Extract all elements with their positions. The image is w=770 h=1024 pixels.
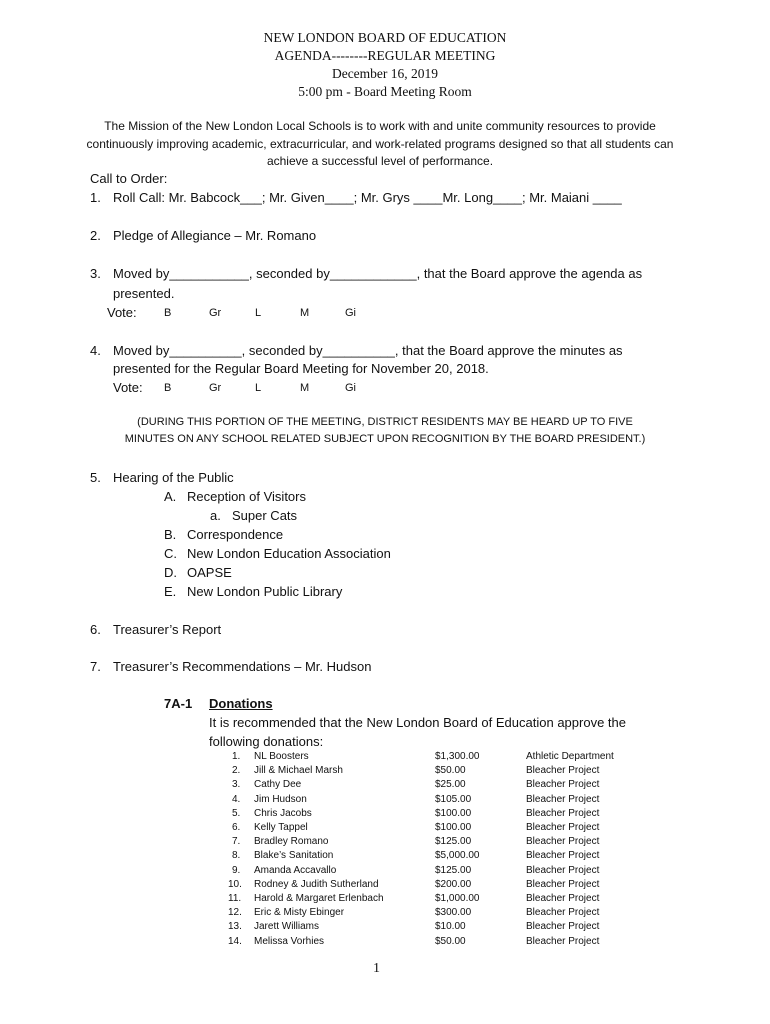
notice-line1: (DURING THIS PORTION OF THE MEETING, DISTRICT RESIDENTS MAY BE HEARD UP TO FIVE: [137, 416, 633, 428]
donations-intro-line1: It is recommended that the New London Board of Education approve the: [209, 715, 626, 730]
treasurers-report: Treasurer’s Report: [113, 622, 222, 637]
vote-gi: Gi: [345, 382, 356, 394]
hearing-c-label: C.: [164, 546, 177, 561]
agenda-motion-line1: Moved by___________, seconded by____________, that the Board approve the agenda as: [113, 266, 643, 281]
meeting-time-location: 5:00 pm - Board Meeting Room: [298, 84, 472, 99]
reception-of-visitors: Reception of Visitors: [187, 489, 306, 504]
item-4-number: 4.: [90, 343, 101, 358]
item-6-number: 6.: [90, 622, 101, 637]
agenda-motion-line2: presented.: [113, 286, 175, 301]
agenda-page: NEW LONDON BOARD OF EDUCATION AGENDA--------REGULAR MEETING December 16, 2019 5:00 pm - Board Meeting Room The Mission of the New London Local Schools is to work with and unite community resources to provide continuously improving academic, extracurricular, and work-related programs designed so that all students can achieve a successful level of performance. Call to Order: 1. Roll Call: Mr. Babcock___; Mr. Given____; Mr. Grys ____Mr. Long____; Mr. Maiani ____ 2. Pledge of Allegiance – Mr. Romano 3. Moved by___________, seconded by____________, that the Board approve the agenda as presented. Vote: B Gr L M Gi 4. Moved by__________, seconded by__________, that the Board approve the minutes as presented for the Regular Board Meeting for November 20, 2018. Vote: B Gr L M Gi (DURING THIS PORTION OF THE MEETING, DISTRICT RESIDENTS MAY BE HEARD UP TO FIVE MINUTES ON ANY SCHOOL RELATED SUBJECT UPON RECOGNITION BY THE BOARD PRESIDENT.) 5. Hearing of the Public A. Reception of Visitors a. Super Cats B. Correspondence C. New London Education Association D. OAPSE E. New London Public Library 6. Treasurer’s Report 7. Treasurer’s Recommendations – Mr. Hudson 7A-1 Donations It is recommended that the New London Board of Education approve the following donations: 1. NL Boosters $1,300.00 Athletic Department 2. Jill & Michael Marsh $50.00 Bleacher Project 3. Cathy Dee $25.00 Bleacher Project 4. Jim Hudson $105.00 Bleacher Project 5. Chris Jacobs $100.00 Bleacher Project 6. Kelly Tappel $100.00 Bleacher Project 7. Bradley Romano $125.00 Bleacher Project 8. Blake’s Sanitation $5,000.00 Bleacher Project 9. Amanda Accavallo $125.00 Bleacher Project 10. Rodney & Judith Sutherland $200.00 Bleacher Project 11. Harold & Margaret Erlenbach $1,000.00 Bleacher Project 12. Eric & Misty Ebinger $300.00 Bleacher Project 13. Jarett Williams $10.00 Bleacher Project 14. Melissa Vorhies $50.00 Bleacher Project 1: [0, 0, 770, 1024]
notice-line2: MINUTES ON ANY SCHOOL RELATED SUBJECT UPON RECOGNITION BY THE BOARD PRESIDENT.): [124, 433, 646, 445]
minutes-motion-line1: Moved by__________, seconded by__________, that the Board approve the minutes as: [113, 343, 623, 358]
section-code: 7A-1: [164, 696, 193, 711]
vote-gr: Gr: [209, 307, 222, 319]
meeting-date: December 16, 2019: [331, 66, 439, 81]
page-number: 1: [373, 961, 380, 976]
public-hearing-notice: [95, 414, 675, 448]
hearing-a-label: A.: [164, 489, 177, 504]
vote-gi: Gi: [345, 307, 356, 319]
education-association: New London Education Association: [187, 546, 391, 561]
call-to-order: Call to Order:: [90, 171, 168, 186]
vote-gr: Gr: [209, 382, 222, 394]
vote-m: M: [300, 307, 310, 319]
donations-intro-line2: following donations:: [209, 734, 324, 749]
hearing-aa-label: a.: [210, 508, 221, 523]
agenda-title: AGENDA--------REGULAR MEETING: [274, 48, 496, 63]
hearing-e-label: E.: [164, 584, 177, 599]
treasurers-recommendations: Treasurer’s Recommendations – Mr. Hudson: [113, 659, 372, 674]
hearing-d-label: D.: [164, 565, 177, 580]
item-2-number: 2.: [90, 228, 101, 243]
vote-m: M: [300, 382, 310, 394]
oapse: OAPSE: [187, 565, 232, 580]
vote-label: Vote:: [107, 305, 137, 320]
public-library: New London Public Library: [187, 584, 343, 599]
super-cats: Super Cats: [232, 508, 298, 523]
pledge-of-allegiance: Pledge of Allegiance – Mr. Romano: [113, 228, 317, 243]
hearing-of-the-public: Hearing of the Public: [113, 470, 234, 485]
item-5-number: 5.: [90, 470, 101, 485]
correspondence: Correspondence: [187, 527, 284, 542]
donations-heading: Donations: [209, 696, 273, 711]
item-1-number: 1.: [90, 190, 101, 205]
vote-l: L: [255, 307, 262, 319]
item-3-number: 3.: [90, 266, 101, 281]
vote-b: B: [164, 382, 172, 394]
vote-label: Vote:: [113, 380, 143, 395]
mission-statement: The Mission of the New London Local Schools is to work with and unite community resources to provide continuously improving academic, extracurricular, and work-related programs designed so that all students can achieve a successful level of performance.: [86, 119, 674, 168]
vote-b: B: [164, 307, 172, 319]
document-header: [0, 29, 770, 101]
minutes-motion-line2: presented for the Regular Board Meeting for November 20, 2018.: [113, 361, 489, 376]
item-7-number: 7.: [90, 659, 101, 674]
board-name: NEW LONDON BOARD OF EDUCATION: [263, 30, 507, 45]
roll-call: Roll Call: Mr. Babcock___; Mr. Given____; Mr. Grys ____Mr. Long____; Mr. Maiani ____: [113, 190, 622, 205]
vote-l: L: [255, 382, 262, 394]
hearing-b-label: B.: [164, 527, 177, 542]
